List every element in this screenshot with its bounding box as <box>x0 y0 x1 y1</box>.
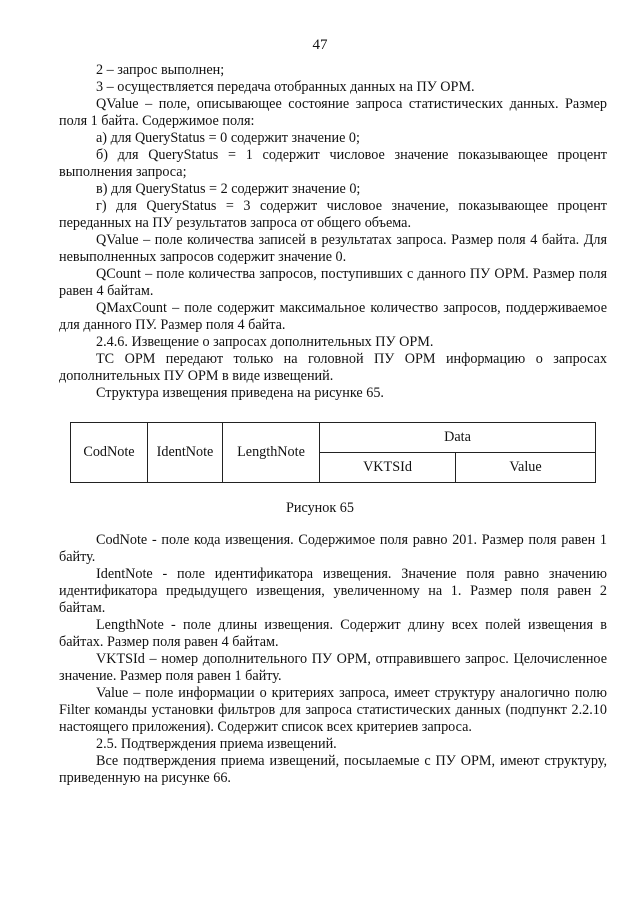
paragraph: CodNote - поле кода извещения. Содержимое поля равно 201. Размер поля равен 1 байту. <box>59 532 607 565</box>
page-number: 47 <box>312 37 328 53</box>
paragraph: QValue – поле количества записей в результатах запроса. Размер поля 4 байта. Для невыполненных запросов содержит значение 0. <box>59 232 607 265</box>
cell-identnote: IdentNote <box>148 423 223 483</box>
bottom-text-block <box>59 532 607 787</box>
paragraph: Value – поле информации о критериях запроса, имеет структуру аналогично полю Filter команды установки фильтров для запроса статистических данных (подпункт 2.2.10 настоящего приложения). Содержит список всех критериев запроса. <box>59 685 607 735</box>
cell-value: Value <box>456 453 596 483</box>
paragraph: VKTSId – номер дополнительного ПУ ОРМ, отправившего запрос. Целочисленное значение. Размер поля равен 1 байту. <box>59 651 607 684</box>
paragraph: а) для QueryStatus = 0 содержит значение 0; <box>96 130 360 146</box>
cell-vktsid: VKTSId <box>320 453 456 483</box>
paragraph: Все подтверждения приема извещений, посылаемые с ПУ ОРМ, имеют структуру, приведенную на рисунке 66. <box>59 753 607 786</box>
paragraph: LengthNote - поле длины извещения. Содержит длину всех полей извещения в байтах. Размер поля равен 4 байтам. <box>59 617 607 650</box>
structure-table <box>70 422 596 483</box>
structure-figure <box>70 422 596 483</box>
paragraph: QValue – поле, описывающее состояние запроса статистических данных. Размер поля 1 байта. Содержимое поля: <box>59 96 607 129</box>
paragraph: ТС ОРМ передают только на головной ПУ ОРМ информацию о запросах дополнительных ПУ ОРМ в виде извещений. <box>59 351 607 384</box>
cell-data: Data <box>320 423 596 453</box>
paragraph: г) для QueryStatus = 3 содержит числовое значение, показывающее процент переданных на ПУ результатов запроса от общего объема. <box>59 198 607 231</box>
figure-caption: Рисунок 65 <box>285 500 354 516</box>
paragraph: 3 – осуществляется передача отобранных данных на ПУ ОРМ. <box>96 79 475 95</box>
paragraph: QCount – поле количества запросов, поступивших с данного ПУ ОРМ. Размер поля равен 4 байтам. <box>59 266 607 299</box>
paragraph: 2.5. Подтверждения приема извещений. <box>96 736 337 752</box>
paragraph: IdentNote - поле идентификатора извещения. Значение поля равно значению идентификатора предыдущего извещения, увеличенному на 1. Размер поля равен 2 байтам. <box>59 566 607 616</box>
paragraph: 2.4.6. Извещение о запросах дополнительных ПУ ОРМ. <box>96 334 434 350</box>
paragraph: б) для QueryStatus = 1 содержит числовое значение показывающее процент выполнения запроса; <box>59 147 607 180</box>
paragraph: 2 – запрос выполнен; <box>96 62 225 78</box>
cell-codnote: CodNote <box>71 423 148 483</box>
paragraph: Структура извещения приведена на рисунке 65. <box>96 385 384 401</box>
cell-lengthnote: LengthNote <box>223 423 320 483</box>
paragraph: в) для QueryStatus = 2 содержит значение 0; <box>96 181 361 197</box>
paragraph: QMaxCount – поле содержит максимальное количество запросов, поддерживаемое для данного ПУ. Размер поля 4 байта. <box>59 300 607 333</box>
top-text-block <box>59 62 607 402</box>
